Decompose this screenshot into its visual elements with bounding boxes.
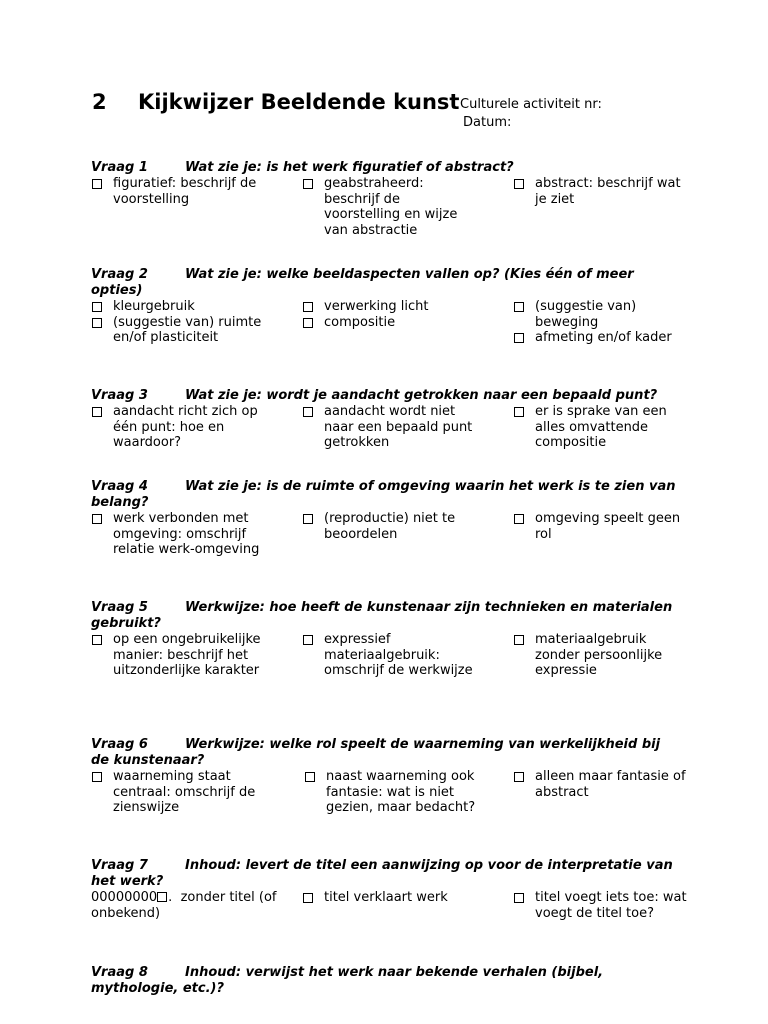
question-6 [91,737,686,831]
option-aandacht-niet-getrokken[interactable]: aandacht wordt niet naar een bepaald punt getrokken [302,404,478,451]
option-figuratief[interactable]: figuratief: beschrijf de voorstelling [91,176,267,207]
checkbox[interactable] [303,318,313,328]
checkbox[interactable] [303,302,313,312]
question-7 [91,858,687,938]
checkbox[interactable] [92,179,102,189]
option-beweging[interactable]: (suggestie van) beweging [513,299,689,330]
section-number: 2 [92,90,107,114]
question-5 [91,600,681,710]
question-heading-continued: gebruikt? [91,616,161,631]
checkbox[interactable] [514,407,524,417]
option-omgeving-geen-rol[interactable]: omgeving speelt geen rol [513,511,689,542]
option-werk-verbonden[interactable]: werk verbonden met omgeving: omschrijf relatie werk‑omgeving [91,511,267,558]
question-heading: Vraag 8 Inhoud: verwijst het werk naar bekende verhalen (bijbel, [91,965,604,980]
question-heading: Vraag 7 Inhoud: levert de titel een aanwijzing op voor de interpretatie van [91,858,673,873]
question-heading: Vraag 5 Werkwijze: hoe heeft de kunstenaar zijn technieken en materialen [91,600,673,615]
date-label: Datum: [463,115,512,130]
question-1 [91,160,681,238]
checkbox[interactable] [514,772,524,782]
option-alleen-fantasie[interactable]: alleen maar fantasie of abstract [513,769,689,800]
checkbox[interactable] [92,514,102,524]
checkbox[interactable] [514,333,524,343]
document-header [92,90,692,140]
question-heading: Vraag 2 Wat zie je: welke beeldaspecten vallen op? (Kies één of meer [91,267,634,282]
question-heading-continued: de kunstenaar? [91,753,205,768]
option-kleurgebruik[interactable]: kleurgebruik [91,299,267,315]
question-heading: Vraag 3 Wat zie je: wordt je aandacht getrokken naar een bepaald punt? [91,388,658,403]
option-waarneming-fantasie[interactable]: naast waarneming ook fantasie: wat is niet gezien, maar bedacht? [304,769,480,816]
option-titel-verklaart[interactable]: titel verklaart werk [302,890,478,906]
question-heading: Vraag 4 Wat zie je: is de ruimte of omgeving waarin het werk is te zien van [91,479,676,494]
option-zonder-expressie[interactable]: materiaalgebruik zonder persoonlijke expressie [513,632,689,679]
checkbox[interactable] [514,514,524,524]
checkbox[interactable] [92,318,102,328]
checkbox[interactable] [514,302,524,312]
option-omvattende-compositie[interactable]: er is sprake van een alles omvattende compositie [513,404,689,451]
checkbox[interactable] [514,635,524,645]
question-heading-continued: het werk? [91,874,164,889]
checkbox[interactable] [303,635,313,645]
option-titel-voegt-toe[interactable]: titel voegt iets toe: wat voegt de titel toe? [513,890,689,921]
option-verwerking-licht[interactable]: verwerking licht [302,299,478,315]
option-prefix: 00000000 [91,890,158,905]
question-heading-continued: opties) [91,283,143,298]
checkbox[interactable] [303,179,313,189]
option-waarneming-centraal[interactable]: waarneming staat centraal: omschrijf de zienswijze [91,769,267,816]
checkbox[interactable] [92,302,102,312]
checkbox[interactable] [305,772,315,782]
question-4 [91,479,681,573]
question-heading-continued: mythologie, etc.)? [91,981,225,996]
option-expressief[interactable]: expressief materiaalgebruik: omschrijf de werkwijze [302,632,478,679]
question-heading: Vraag 6 Werkwijze: welke rol speelt de waarneming van werkelijkheid bij [91,737,661,752]
question-2 [91,267,681,361]
question-heading-continued: belang? [91,495,149,510]
option-compositie[interactable]: compositie [302,315,478,331]
question-8 [91,965,681,997]
checkbox[interactable] [514,179,524,189]
checkbox[interactable] [92,635,102,645]
page-title: Kijkwijzer Beeldende kunst [138,90,460,114]
checkbox[interactable] [157,892,167,902]
activity-number-label: Culturele activiteit nr: [460,97,602,112]
question-3 [91,388,681,452]
question-heading: Vraag 1 Wat zie je: is het werk figuratief of abstract? [91,160,514,175]
option-ruimte[interactable]: (suggestie van) ruimte en/of plasticiteit [91,315,267,346]
checkbox[interactable] [303,893,313,903]
option-zonder-titel[interactable]: 00000000 . zonder titel (of onbekend) [91,890,277,921]
option-niet-te-beoordelen[interactable]: (reproductie) niet te beoordelen [302,511,478,542]
option-zonder-titel-text: zonder titel (of onbekend) [91,890,277,921]
option-abstract[interactable]: abstract: beschrijf wat je ziet [513,176,689,207]
option-afmeting[interactable]: afmeting en/of kader [513,330,689,346]
checkbox[interactable] [514,893,524,903]
checkbox[interactable] [92,407,102,417]
option-aandacht-een-punt[interactable]: aandacht richt zich op één punt: hoe en waardoor? [91,404,267,451]
option-ongebruikelijk[interactable]: op een ongebruikelijke manier: beschrijf het uitzonderlijke karakter [91,632,267,679]
checkbox[interactable] [92,772,102,782]
option-geabstraheerd[interactable]: geabstraheerd: beschrijf de voorstelling en wijze van abstractie [302,176,478,238]
checkbox[interactable] [303,407,313,417]
checkbox[interactable] [303,514,313,524]
